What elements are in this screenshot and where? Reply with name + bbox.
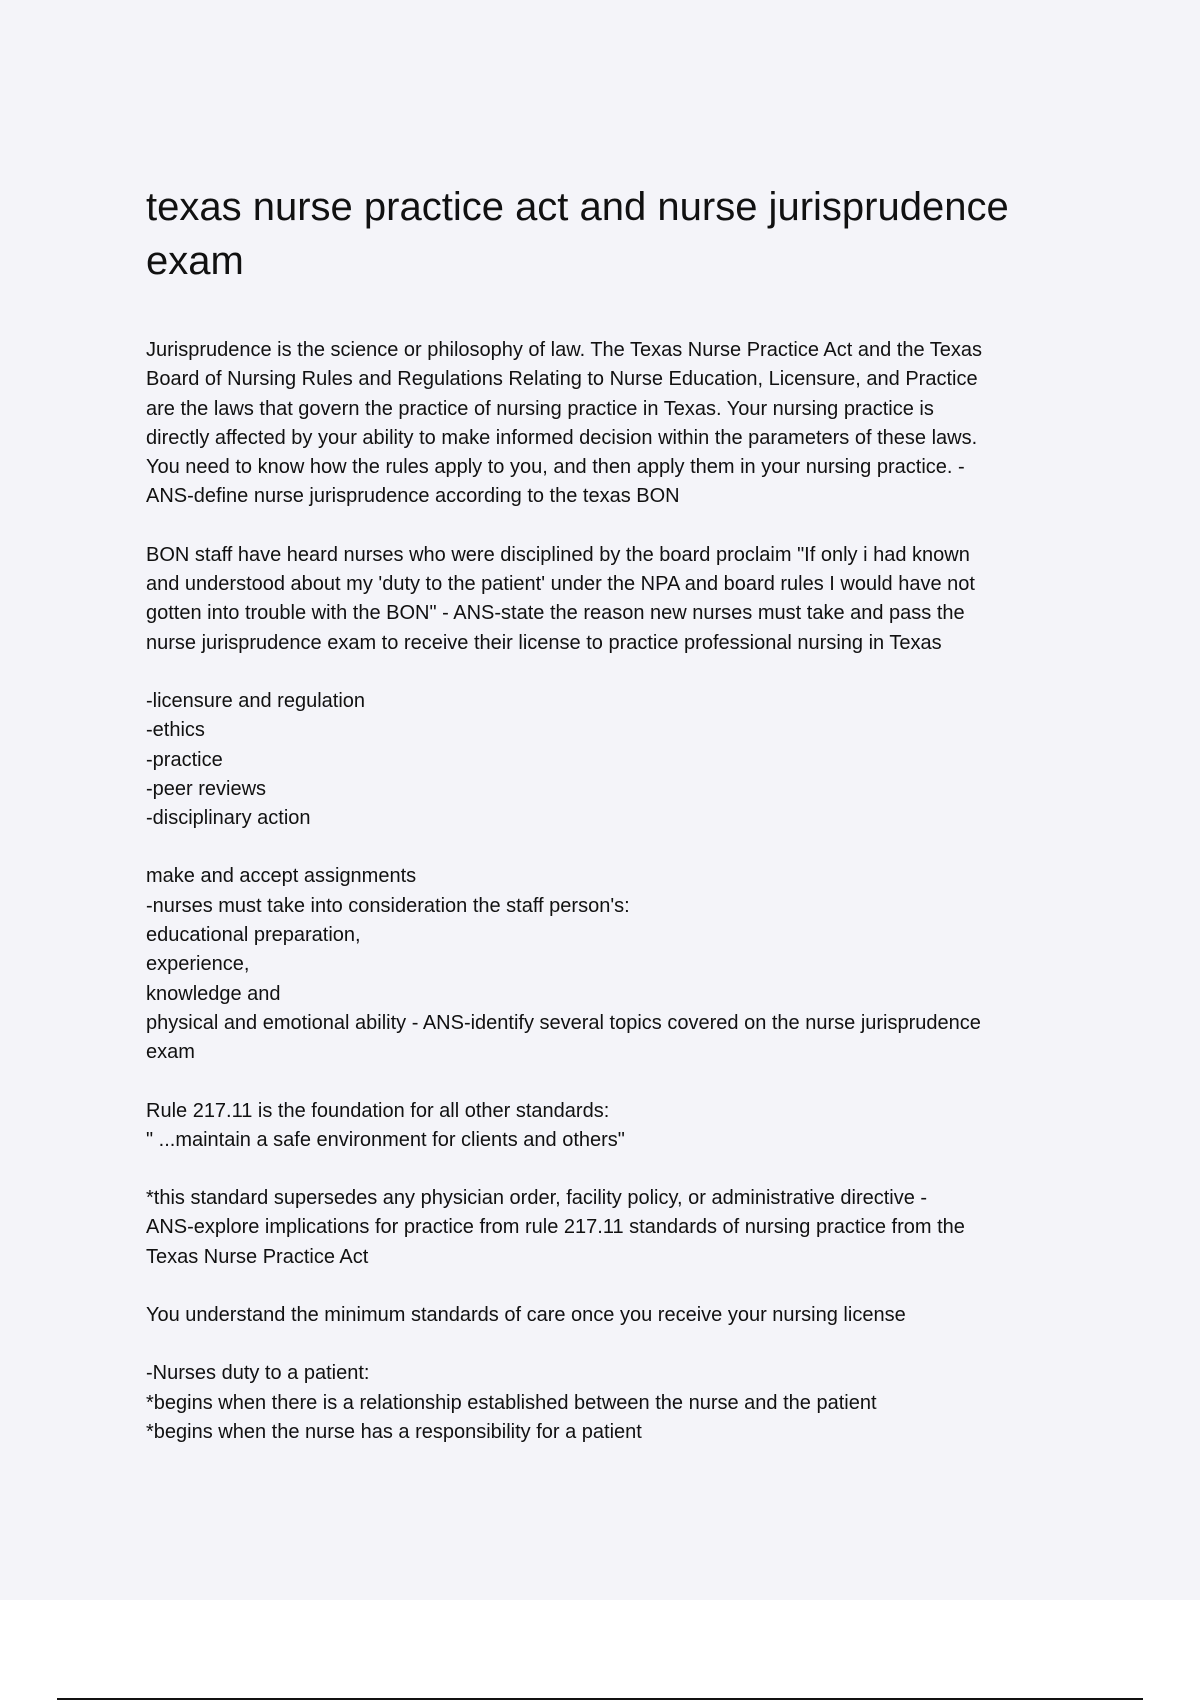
document-title [146,180,1086,288]
text-line: *begins when the nurse has a responsibility for a patient [146,1420,642,1443]
text-line: *this standard supersedes any physician order, facility policy, or administrative directive - [146,1187,928,1210]
text-line: -nurses must take into consideration the staff person's: [146,894,630,917]
paragraph-assignments [146,862,1086,1067]
text-line: Jurisprudence is the science or philosophy of law. The Texas Nurse Practice Act and the Texas [146,339,983,361]
text-line: -Nurses duty to a patient: [146,1362,370,1385]
paragraph-reason [146,541,1086,658]
text-line: gotten into trouble with the BON" - ANS-state the reason new nurses must take and pass the [146,602,965,625]
text-line: You need to know how the rules apply to you, and then apply them in your nursing practice. - [146,456,965,479]
text-line: " ...maintain a safe environment for clients and others" [146,1128,625,1151]
text-line: are the laws that govern the practice of nursing practice in Texas. Your nursing practice is [146,397,934,420]
text-line: physical and emotional ability - ANS-identify several topics covered on the nurse jurisprudence [146,1011,981,1034]
paragraph-rule [146,1097,1086,1156]
paragraph-duty [146,1359,1086,1447]
document-title-line: exam [146,239,244,283]
text-line: nurse jurisprudence exam to receive their license to practice professional nursing in Texas [146,631,942,654]
text-line: BON staff have heard nurses who were disciplined by the board proclaim "If only i had known [146,543,970,566]
paragraph-definition [146,336,1086,512]
text-line: ANS-explore implications for practice from rule 217.11 standards of nursing practice from the [146,1216,965,1239]
paragraph-supersedes [146,1184,1086,1272]
document-title-line: texas nurse practice act and nurse jurisprudence [146,185,1009,229]
text-line: knowledge and [146,982,281,1005]
text-line: exam [146,1041,195,1064]
text-line: Board of Nursing Rules and Regulations Relating to Nurse Education, Licensure, and Practice [146,368,978,391]
text-line: experience, [146,953,250,976]
text-line: You understand the minimum standards of care once you receive your nursing license [146,1304,906,1327]
list-item: -licensure and regulation [146,689,366,712]
list-item: -practice [146,748,223,771]
topic-list [146,687,1086,833]
list-item: -ethics [146,719,205,742]
document-content [146,180,1086,1476]
text-line: educational preparation, [146,924,361,947]
text-line: and understood about my 'duty to the patient' under the NPA and board rules I would have not [146,573,975,596]
text-line: directly affected by your ability to make informed decision within the parameters of these laws. [146,426,978,449]
list-item: -peer reviews [146,777,267,800]
paragraph-minimum-standards [146,1301,1086,1330]
text-line: ANS-define nurse jurisprudence according to the texas BON [146,485,680,508]
text-line: Texas Nurse Practice Act [146,1245,369,1268]
list-item: -disciplinary action [146,807,311,830]
text-line: *begins when there is a relationship established between the nurse and the patient [146,1391,877,1414]
text-line: make and accept assignments [146,865,417,888]
text-line: Rule 217.11 is the foundation for all other standards: [146,1099,610,1122]
